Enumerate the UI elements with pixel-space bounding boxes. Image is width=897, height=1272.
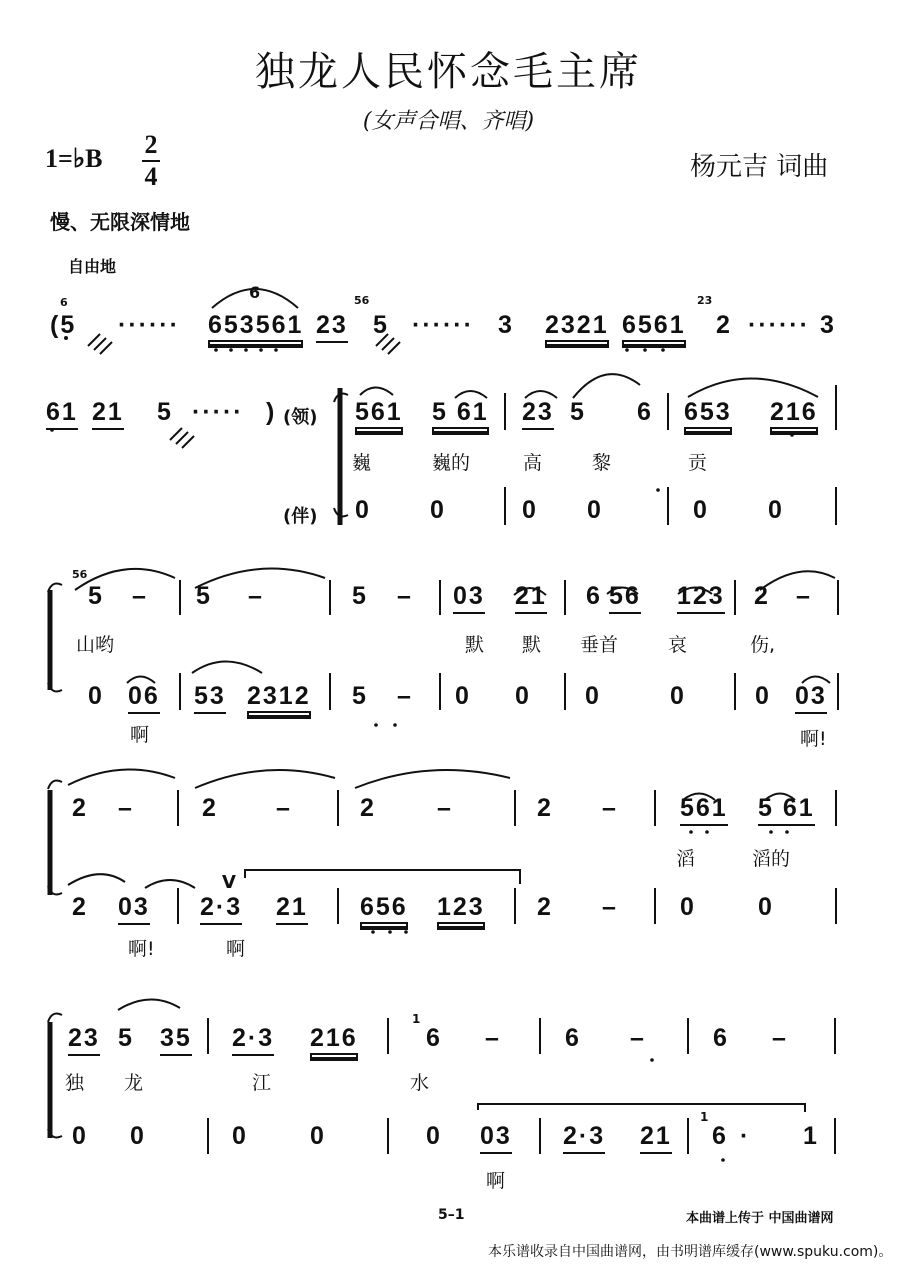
score-subtitle: (女声合唱、齐唱) [362, 109, 535, 134]
lyric: 哀 [668, 634, 688, 656]
note-group: 03 [118, 895, 150, 925]
page-number: 5–1 [438, 1207, 465, 1223]
key-signature: 1=♭B [45, 144, 103, 173]
note: 0 [768, 496, 784, 524]
accompaniment-voice-label: (伴) [283, 506, 318, 527]
note-group: 21 [276, 895, 308, 925]
note: – [132, 582, 148, 610]
note: 2 [360, 794, 376, 822]
slur [192, 662, 262, 674]
slur [573, 374, 640, 398]
note-group: 23 [68, 1026, 100, 1056]
arc-label: 6 [249, 283, 261, 302]
note-group: 5 61 [432, 400, 489, 429]
note-group: 6561 [622, 313, 686, 342]
lyric: 水 [410, 1072, 430, 1094]
grace-note: 1 [700, 1110, 709, 1124]
lyric: 巍的 [432, 452, 471, 474]
note: 2 [72, 893, 88, 921]
note: – [397, 682, 413, 710]
note-group: 23 [522, 400, 554, 430]
note: 5 [196, 582, 212, 610]
slur [355, 770, 510, 788]
note: 5 [352, 682, 368, 710]
note: – [772, 1024, 788, 1052]
note-group: 123 [437, 895, 485, 924]
note: – [397, 582, 413, 610]
note-group: 653561 [208, 313, 303, 342]
lyric: 黎 [592, 452, 612, 474]
lyric: 滔 [676, 848, 696, 870]
lyric: 巍 [352, 452, 372, 474]
note: 0 [522, 496, 538, 524]
note-group: 21 [515, 584, 547, 614]
note-group: 21 [640, 1124, 672, 1154]
note: 2 [537, 794, 553, 822]
grace-note: 6 [60, 296, 68, 309]
note-group: 653 [684, 400, 732, 429]
glissando-mark [88, 334, 112, 354]
note: 6 [713, 1024, 729, 1052]
note: 0 [310, 1122, 326, 1150]
note: 0 [758, 893, 774, 921]
lyric: 山哟 [76, 634, 115, 656]
lyric: 贡 [688, 452, 708, 474]
note: · [740, 1122, 751, 1150]
note: 0 [693, 496, 709, 524]
note: 5 [352, 582, 368, 610]
note-group: 5 61 [758, 796, 815, 826]
note-group: 2312 [247, 684, 311, 713]
grace-note: 1 [412, 1012, 421, 1026]
note: 5 [88, 582, 104, 610]
slur [118, 999, 180, 1010]
note: 0 [587, 496, 603, 524]
note: 1 [803, 1122, 819, 1150]
note: ······ [118, 311, 180, 339]
note: 5 [157, 398, 173, 426]
note: 2 [202, 794, 218, 822]
note-group: 03 [480, 1124, 512, 1154]
note: – [602, 893, 618, 921]
grace-note: 56 [72, 568, 88, 581]
lyric: 啊 [130, 724, 150, 746]
lyric: 垂首 [580, 634, 619, 656]
note: 5 [373, 311, 389, 339]
note: 2 [754, 582, 770, 610]
note: 6 [426, 1024, 442, 1052]
bracket-cap [48, 781, 62, 789]
breath-mark: V [222, 872, 236, 893]
slur [195, 770, 335, 788]
note: – [796, 582, 812, 610]
lyric: 龙 [124, 1072, 144, 1094]
lyric: 伤, [750, 634, 776, 656]
slur [360, 388, 393, 396]
note-group: 21 [92, 400, 124, 430]
lyric: 江 [252, 1072, 272, 1094]
phrase-bracket [478, 1104, 805, 1112]
note: – [276, 794, 292, 822]
upload-note: 本曲谱上传于 中国曲谱网 [686, 1211, 834, 1226]
glissando-mark [170, 428, 194, 448]
note-group: 53 [194, 684, 226, 714]
expression-marking: 自由地 [68, 257, 117, 276]
note: – [485, 1024, 501, 1052]
note-group: 35 [160, 1026, 192, 1056]
time-signature-bottom: 4 [144, 162, 158, 191]
lyric: 啊! [800, 728, 827, 750]
barline [208, 1018, 835, 1054]
note-group: 56 [609, 584, 641, 614]
note: ······ [748, 311, 810, 339]
slur [455, 391, 487, 398]
note: – [248, 582, 264, 610]
note: 6 [712, 1122, 728, 1150]
note-group: 216 [310, 1026, 358, 1055]
lyric: 啊! [128, 938, 155, 960]
note: ) [266, 398, 277, 426]
note: 3 [498, 311, 514, 339]
note: – [118, 794, 134, 822]
note-group: 656 [360, 895, 408, 924]
grace-note: 56 [354, 294, 370, 307]
slur [68, 874, 125, 885]
barline [505, 487, 836, 525]
tempo-marking: 慢、无限深情地 [50, 210, 190, 234]
note-group: 06 [128, 684, 160, 714]
note: 0 [585, 682, 601, 710]
slur [68, 769, 175, 785]
slur [688, 379, 818, 398]
note-group: 23 [316, 313, 348, 343]
note: 0 [680, 893, 696, 921]
note: – [602, 794, 618, 822]
note: 6 [565, 1024, 581, 1052]
slur [525, 391, 557, 398]
source-note: 本乐谱收录自中国曲谱网，由书明谱库缓存(www.spuku.com)。 [488, 1244, 893, 1260]
note-group: 2·3 [200, 895, 242, 925]
lyric: 默 [522, 634, 542, 656]
note: 0 [426, 1122, 442, 1150]
note: ······ [412, 311, 474, 339]
lyric: 啊 [486, 1170, 506, 1192]
note: ····· [192, 398, 244, 426]
note-group: 2·3 [563, 1124, 605, 1154]
note: 0 [515, 682, 531, 710]
lyric: 啊 [226, 938, 246, 960]
grace-note: 23 [697, 294, 713, 307]
note-group: 2·3 [232, 1026, 274, 1056]
note: 0 [72, 1122, 88, 1150]
note: 0 [88, 682, 104, 710]
note: 3 [820, 311, 836, 339]
note-group: 123 [677, 584, 725, 614]
note: 0 [755, 682, 771, 710]
note-group: 2321 [545, 313, 609, 342]
slur [145, 880, 195, 888]
time-signature-top: 2 [144, 130, 158, 159]
note: 0 [430, 496, 446, 524]
note: 6 [586, 582, 602, 610]
lead-voice-label: (领) [283, 407, 318, 428]
note: 5 [118, 1024, 134, 1052]
note: – [630, 1024, 646, 1052]
lyric: 默 [465, 634, 485, 656]
note-group: 03 [795, 684, 827, 714]
note-group: 03 [453, 584, 485, 614]
score-title: 独龙人民怀念毛主席 [255, 49, 642, 95]
note: 2 [537, 893, 553, 921]
phrase-bracket [245, 870, 520, 884]
note: 0 [232, 1122, 248, 1150]
note: (5 [50, 311, 77, 339]
composer-credit: 杨元吉 词曲 [690, 152, 829, 182]
lyric: 独 [65, 1072, 85, 1094]
bracket-cap [48, 1014, 62, 1022]
note: – [437, 794, 453, 822]
lyric: 滔的 [752, 848, 791, 870]
note: 5 [570, 398, 586, 426]
note: 0 [130, 1122, 146, 1150]
note-group: 216 [770, 400, 818, 429]
barline [180, 580, 838, 615]
note: 2 [716, 311, 732, 339]
note: 0 [670, 682, 686, 710]
note: 2 [72, 794, 88, 822]
note: 6 [637, 398, 653, 426]
note: 0 [355, 496, 371, 524]
note-group: 61 [46, 400, 78, 430]
note: 0 [455, 682, 471, 710]
note-group: 561 [355, 400, 403, 429]
note-group: 561 [680, 796, 728, 826]
lyric: 高 [523, 452, 543, 474]
